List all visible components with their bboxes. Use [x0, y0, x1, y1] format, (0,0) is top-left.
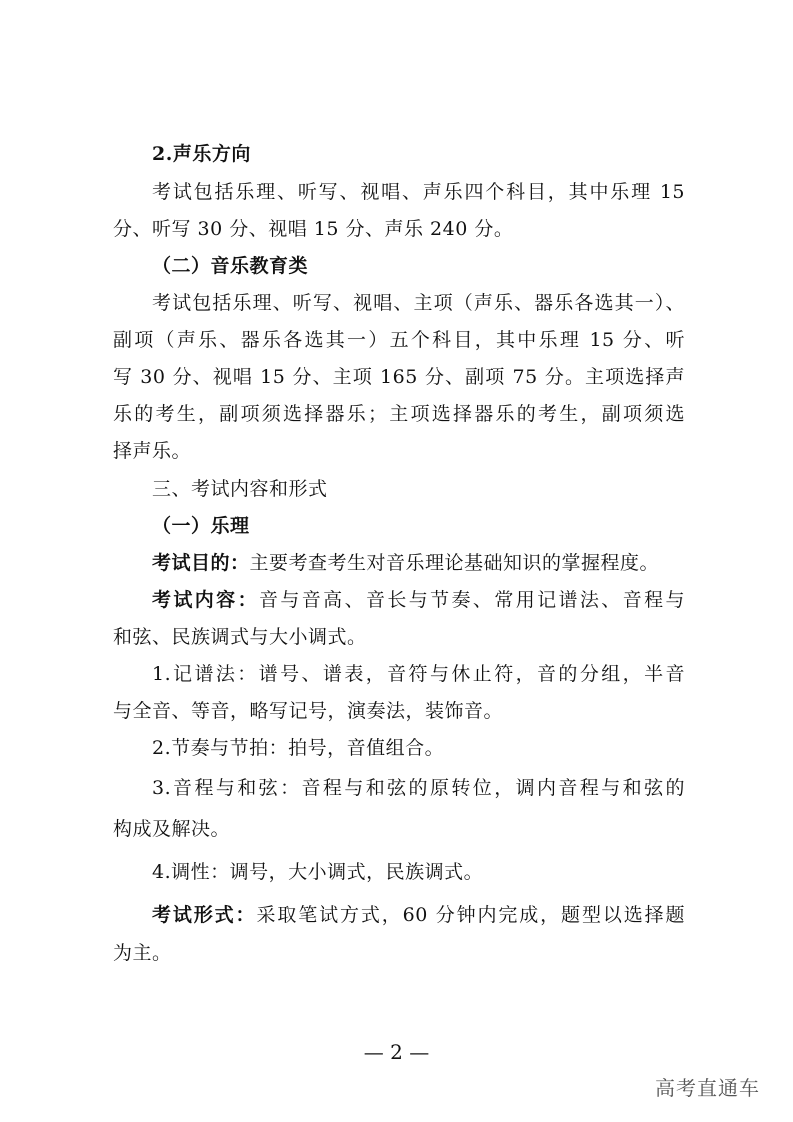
exam-goal-text: 主要考查考生对音乐理论基础知识的掌握程度。: [249, 552, 660, 574]
exam-goal-label: 考试目的：: [152, 552, 250, 574]
list-item: 2.节奏与节拍：拍号，音值组合。: [152, 737, 445, 759]
paragraph-line: 乐的考生，副项须选择器乐；主项选择器乐的考生，副项须选: [113, 403, 685, 425]
exam-form: [152, 903, 685, 927]
subsection-heading: （二）音乐教育类: [152, 255, 309, 277]
section-heading: 三、考试内容和形式: [152, 478, 328, 500]
paragraph-line: 分、听写 30 分、视唱 15 分、声乐 240 分。: [113, 218, 514, 240]
section-heading: 2.声乐方向: [152, 143, 251, 165]
watermark: 高考直通车: [655, 1076, 760, 1100]
paragraph-line: 考试包括乐理、听写、视唱、主项（声乐、器乐各选其一）、: [152, 292, 685, 314]
paragraph-line: 为主。: [113, 942, 172, 964]
paragraph-line: 副项（声乐、器乐各选其一）五个科目，其中乐理 15 分、听: [113, 329, 685, 351]
subsection-heading: （一）乐理: [152, 515, 250, 537]
paragraph-line: 择声乐。: [113, 440, 192, 462]
list-item-continuation: 构成及解决。: [113, 818, 231, 840]
list-item-continuation: 与全音、等音，略写记号，演奏法，装饰音。: [113, 700, 504, 722]
exam-form-label: 考试形式：: [152, 904, 257, 926]
exam-content: [152, 588, 685, 612]
exam-form-text: 采取笔试方式，60 分钟内完成，题型以选择题: [256, 904, 685, 926]
list-item: 4.调性：调号，大小调式，民族调式。: [152, 861, 484, 883]
exam-content-text: 音与音高、音长与节奏、常用记谱法、音程与: [258, 589, 685, 611]
exam-content-label: 考试内容：: [152, 589, 259, 611]
page-number: — 2 —: [363, 1040, 430, 1064]
list-item: 1.记谱法：谱号、谱表，音符与休止符，音的分组，半音: [152, 663, 685, 685]
paragraph-line: 写 30 分、视唱 15 分、主项 165 分、副项 75 分。主项选择声: [113, 366, 685, 388]
list-item: 3.音程与和弦：音程与和弦的原转位，调内音程与和弦的: [152, 777, 685, 799]
paragraph-line: 和弦、民族调式与大小调式。: [113, 626, 367, 648]
exam-goal: [152, 551, 659, 575]
paragraph-line: 考试包括乐理、听写、视唱、声乐四个科目，其中乐理 15: [152, 181, 685, 203]
